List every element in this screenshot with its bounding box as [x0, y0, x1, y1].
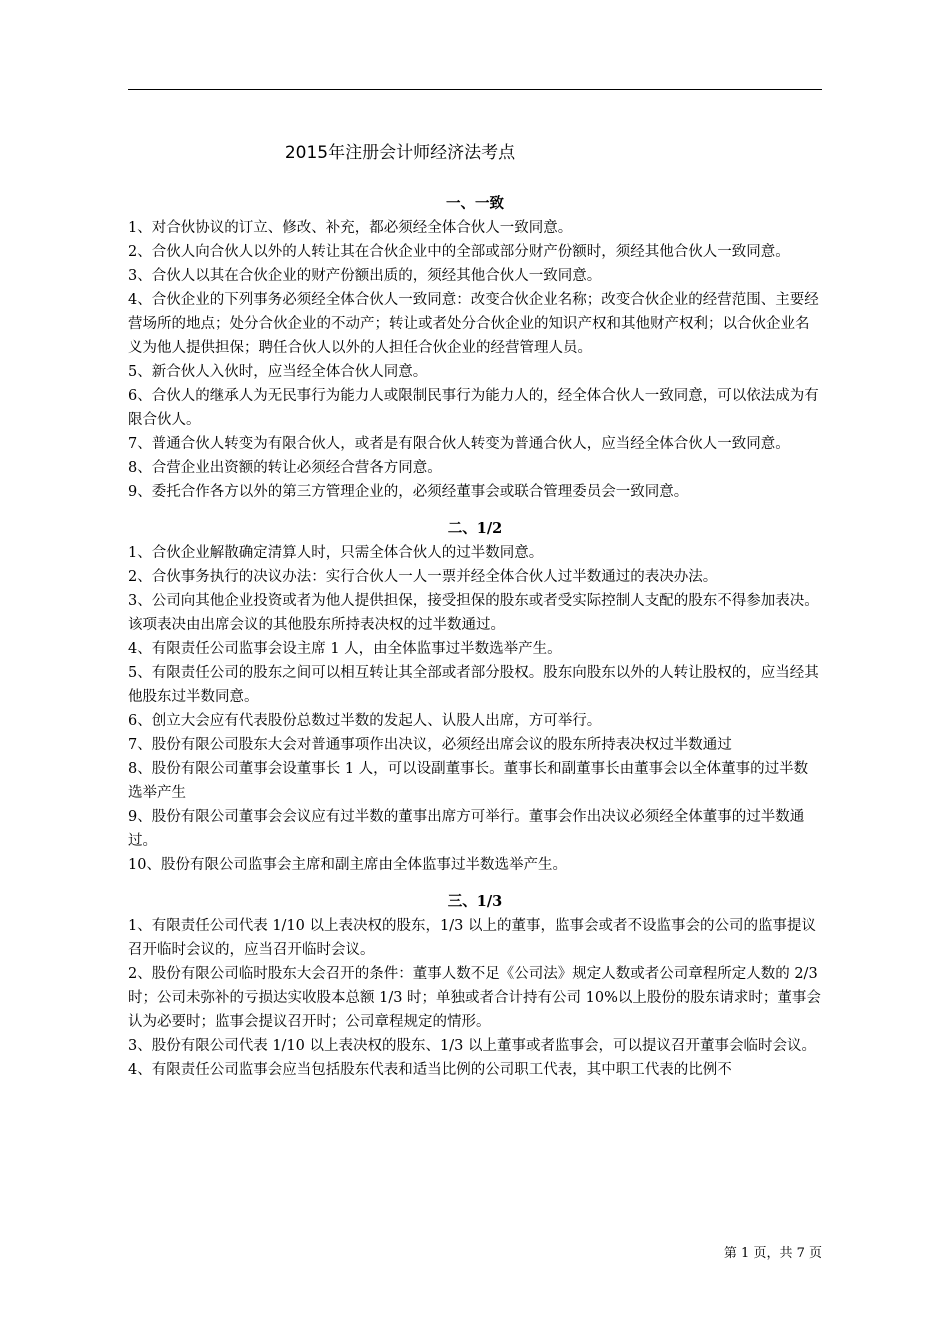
list-item: 5、有限责任公司的股东之间可以相互转让其全部或者部分股权。股东向股东以外的人转让股权的，应当经其他股东过半数同意。	[128, 665, 819, 705]
header-rule	[128, 89, 822, 90]
list-item: 5、新合伙人入伙时，应当经全体合伙人同意。	[128, 364, 428, 380]
list-item: 3、股份有限公司代表 1/10 以上表决权的股东、1/3 以上董事或者监事会，可以提议召开董事会临时会议。	[128, 1038, 816, 1054]
list-item: 4、有限责任公司监事会设主席 1 人，由全体监事过半数选举产生。	[128, 641, 562, 657]
document-body	[128, 192, 822, 1082]
list-item: 6、创立大会应有代表股份总数过半数的发起人、认股人出席，方可举行。	[128, 713, 602, 729]
list-item: 3、公司向其他企业投资或者为他人提供担保，接受担保的股东或者受实际控制人支配的股东不得参加表决。该项表决由出席会议的其他股东所持表决权的过半数通过。	[128, 593, 819, 633]
list-item: 8、合营企业出资额的转让必须经合营各方同意。	[128, 460, 442, 476]
section-spacer	[128, 877, 822, 890]
list-item: 2、股份有限公司临时股东大会召开的条件：董事人数不足《公司法》规定人数或者公司章程所定人数的 2/3 时；公司未弥补的亏损达实收股本总额 1/3 时；单独或者合计持有公司 10%以上股份的股东请求时；董事会认为必要时；监事会提议召开时；公司章程规定的情形。	[128, 966, 821, 1030]
document-title: 2015年注册会计师经济法考点	[284, 143, 516, 163]
list-item: 4、合伙企业的下列事务必须经全体合伙人一致同意：改变合伙企业名称；改变合伙企业的经营范围、主要经营场所的地点；处分合伙企业的不动产；转让或者处分合伙企业的知识产权和其他财产权利；以合伙企业名义为他人提供担保；聘任合伙人以外的人担任合伙企业的经营管理人员。	[128, 292, 819, 356]
list-item: 2、合伙事务执行的决议办法：实行合伙人一人一票并经全体合伙人过半数通过的表决办法。	[128, 569, 718, 585]
list-item: 7、股份有限公司股东大会对普通事项作出决议，必须经出席会议的股东所持表决权过半数通过	[128, 737, 732, 753]
list-item: 1、有限责任公司代表 1/10 以上表决权的股东，1/3 以上的董事，监事会或者不设监事会的公司的监事提议召开临时会议的，应当召开临时会议。	[128, 918, 816, 958]
list-item: 9、委托合作各方以外的第三方管理企业的，必须经董事会或联合管理委员会一致同意。	[128, 484, 689, 500]
list-item: 9、股份有限公司董事会会议应有过半数的董事出席方可举行。董事会作出决议必须经全体董事的过半数通过。	[128, 809, 805, 849]
list-item: 10、股份有限公司监事会主席和副主席由全体监事过半数选举产生。	[128, 857, 567, 873]
list-item: 1、合伙企业解散确定清算人时，只需全体合伙人的过半数同意。	[128, 545, 544, 561]
list-item: 3、合伙人以其在合伙企业的财产份额出质的，须经其他合伙人一致同意。	[128, 268, 602, 284]
list-item: 8、股份有限公司董事会设董事长 1 人，可以设副董事长。董事长和副董事长由董事会以全体董事的过半数选举产生	[128, 761, 809, 801]
section-heading: 一、一致	[446, 195, 504, 212]
list-item: 6、合伙人的继承人为无民事行为能力人或限制民事行为能力人的，经全体合伙人一致同意，可以依法成为有限合伙人。	[128, 388, 819, 428]
list-item: 1、对合伙协议的订立、修改、补充，都必须经全体合伙人一致同意。	[128, 220, 573, 236]
section-heading: 二、1/2	[447, 520, 503, 537]
list-item: 7、普通合伙人转变为有限合伙人，或者是有限合伙人转变为普通合伙人，应当经全体合伙人一致同意。	[128, 436, 790, 452]
list-item: 2、合伙人向合伙人以外的人转让其在合伙企业中的全部或部分财产份额时，须经其他合伙人一致同意。	[128, 244, 790, 260]
section-heading: 三、1/3	[447, 893, 503, 910]
list-item: 4、有限责任公司监事会应当包括股东代表和适当比例的公司职工代表，其中职工代表的比例不	[128, 1062, 732, 1078]
page-number: 第 1 页，共 7 页	[723, 1246, 822, 1261]
section-spacer	[128, 504, 822, 517]
